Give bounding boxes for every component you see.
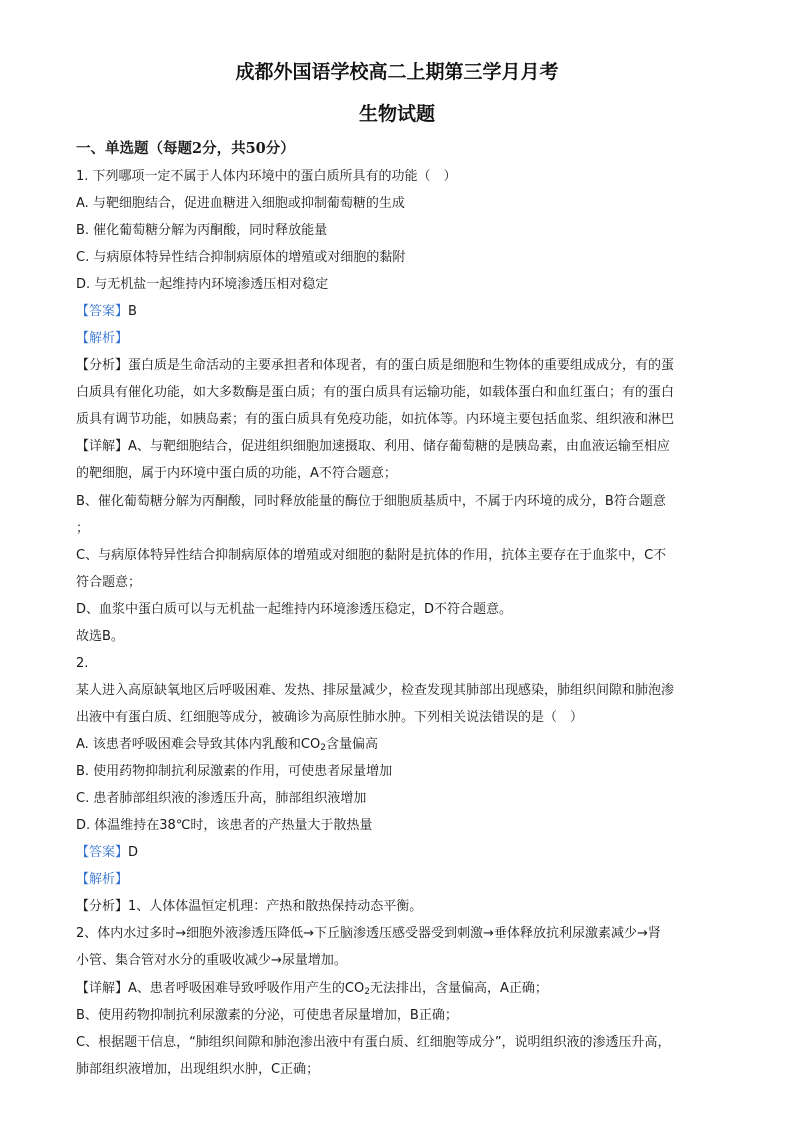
- q1-option-c: C. 与病原体特异性结合抑制病原体的增殖或对细胞的黏附: [76, 250, 406, 265]
- answer-tag: 【答案】: [76, 304, 129, 319]
- answer-tag: 【答案】: [76, 845, 129, 860]
- option-a-text: A. 该患者呼吸困难会导致其体内乳酸和CO: [76, 737, 321, 752]
- detail-text: A、与靶细胞结合，促进组织细胞加速摄取、利用、储存葡萄糖的是胰岛素，由血液运输至相应: [128, 439, 670, 454]
- analysis-text: 1、人体体温恒定机理：产热和散热保持动态平衡。: [128, 899, 423, 914]
- analysis-tag: 【分析】: [76, 358, 129, 373]
- q2-analysis-line: [76, 898, 422, 916]
- q2-stem-line: 出液中有蛋白质、红细胞等成分，被确诊为高原性肺水肿。下列相关说法错误的是（ ）: [76, 710, 584, 725]
- q1-analysis-line: [76, 357, 674, 375]
- document-subtitle: 生物试题: [358, 103, 435, 125]
- q2-jiexi-tag: 【解析】: [76, 872, 129, 887]
- q1-answer: [76, 303, 137, 321]
- q1-detail-line: C、与病原体特异性结合抑制病原体的增殖或对细胞的黏附是抗体的作用，抗体主要存在于血浆中，C不: [76, 548, 667, 563]
- subscript: 2: [320, 743, 326, 753]
- q1-option-b: B. 催化葡萄糖分解为丙酮酸，同时释放能量: [76, 223, 328, 238]
- document-title: 成都外国语学校高二上期第三学月月考: [235, 61, 559, 83]
- detail-text-end: 无法排出，含量偏高，A正确；: [369, 981, 548, 996]
- q1-detail-line: ；: [76, 521, 90, 536]
- q1-detail-line: [76, 438, 670, 456]
- q1-analysis-line: 白质具有催化功能，如大多数酶是蛋白质；有的蛋白质具有运输功能，如载体蛋白和血红蛋白；有的蛋白: [76, 385, 675, 400]
- subscript: 2: [364, 987, 370, 997]
- q2-option-d: D. 体温维持在38℃时，该患者的产热量大于散热量: [76, 818, 373, 833]
- answer-value: D: [128, 845, 139, 860]
- analysis-text: 蛋白质是生命活动的主要承担者和体现者，有的蛋白质是细胞和生物体的重要组成成分，有的蛋: [128, 358, 675, 373]
- q1-detail-line: 符合题意；: [76, 575, 142, 590]
- q2-detail-line: [76, 980, 548, 1001]
- detail-tag: 【详解】: [76, 981, 129, 996]
- q1-jiexi-tag: 【解析】: [76, 331, 129, 346]
- q2-option-b: B. 使用药物抑制抗利尿激素的作用，可使患者尿量增加: [76, 764, 393, 779]
- q1-option-a: A. 与靶细胞结合，促进血糖进入细胞或抑制葡萄糖的生成: [76, 196, 405, 211]
- q2-number: 2.: [76, 656, 89, 671]
- q1-analysis-line: 质具有调节功能，如胰岛素；有的蛋白质具有免疫功能，如抗体等。内环境主要包括血浆、组织液和淋巴: [76, 412, 675, 427]
- detail-text: A、患者呼吸困难导致呼吸作用产生的CO: [128, 981, 365, 996]
- q2-analysis-line: 2、体内水过多时→细胞外液渗透压降低→下丘脑渗透压感受器受到刺激→垂体释放抗利尿激素减少→肾: [76, 926, 661, 941]
- q2-detail-line: B、使用药物抑制抗利尿激素的分泌，可使患者尿量增加，B正确；: [76, 1008, 458, 1023]
- option-a-text-end: 含量偏高: [325, 737, 378, 752]
- q2-detail-line: 肺部组织液增加，出现组织水肿，C正确；: [76, 1062, 320, 1077]
- q2-detail-line: C、根据题干信息，“肺组织间隙和肺泡渗出液中有蛋白质、红细胞等成分”，说明组织液的渗透压升高，: [76, 1035, 671, 1050]
- detail-tag: 【详解】: [76, 439, 129, 454]
- section-heading: 一、单选题（每题2分，共50分）: [76, 140, 295, 157]
- q1-option-d: D. 与无机盐一起维持内环境渗透压相对稳定: [76, 277, 329, 292]
- q1-detail-line: D、血浆中蛋白质可以与无机盐一起维持内环境渗透压稳定，D不符合题意。: [76, 602, 513, 617]
- q2-stem-line: 某人进入高原缺氧地区后呼吸困难、发热、排尿量减少，检查发现其肺部出现感染，肺组织间隙和肺泡渗: [76, 683, 675, 698]
- q1-conclusion: 故选B。: [76, 629, 124, 644]
- q2-option-c: C. 患者肺部组织液的渗透压升高，肺部组织液增加: [76, 791, 367, 806]
- q2-option-a: [76, 736, 378, 757]
- q2-answer: [76, 844, 138, 862]
- q1-detail-line: B、催化葡萄糖分解为丙酮酸，同时释放能量的酶位于细胞质基质中，不属于内环境的成分，B符合题意: [76, 494, 666, 509]
- q2-analysis-line: 小管、集合管对水分的重吸收减少→尿量增加。: [76, 953, 347, 968]
- analysis-tag: 【分析】: [76, 899, 129, 914]
- answer-value: B: [128, 304, 137, 319]
- q1-stem: 1. 下列哪项一定不属于人体内环境中的蛋白质所具有的功能（ ）: [76, 169, 457, 184]
- q1-detail-line: 的靶细胞，属于内环境中蛋白质的功能，A不符合题意；: [76, 466, 397, 481]
